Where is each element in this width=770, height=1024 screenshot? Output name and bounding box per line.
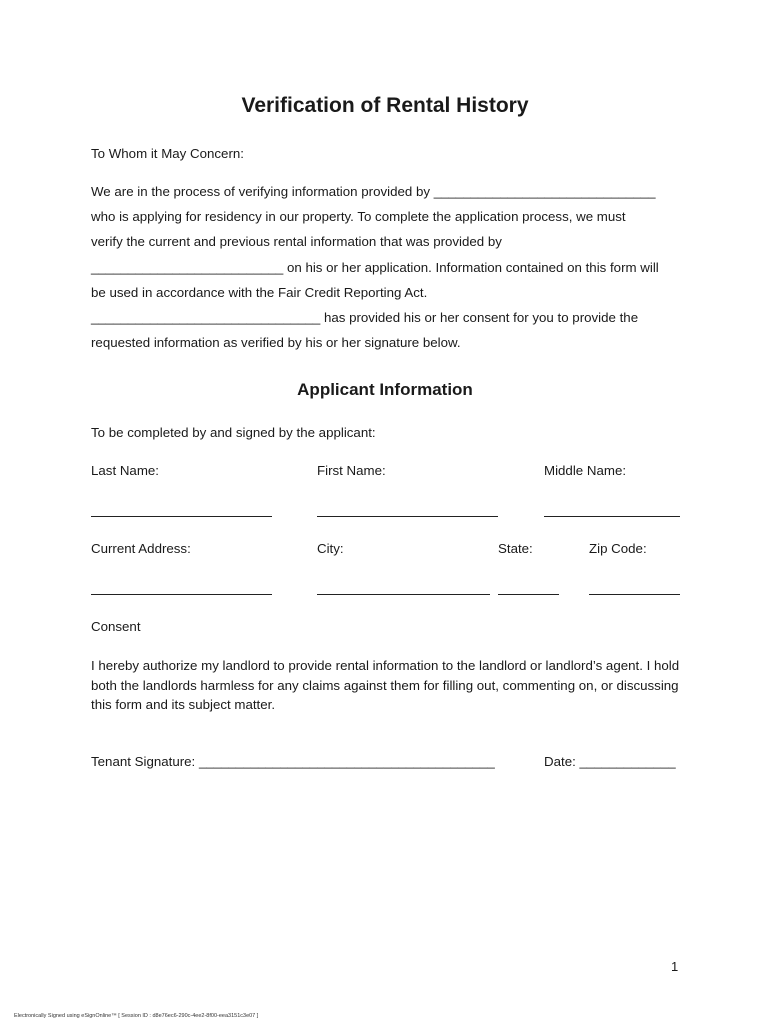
intro-line-1-text: We are in the process of verifying information provided by: [91, 184, 434, 199]
consenting-party-blank[interactable]: _______________________________: [91, 310, 321, 325]
middle-name-label: Middle Name:: [544, 463, 627, 478]
first-name-label: First Name:: [317, 463, 386, 478]
esign-footer: Electronically Signed using eSignOnline™ [ Session ID : d8e76ec6-290c-4ee2-8f00-eea3151c3e07 ]: [14, 1013, 259, 1019]
state-label: State:: [498, 541, 533, 556]
tenant-signature-field[interactable]: ________________________________________: [198, 754, 495, 769]
applicant-section-heading: Applicant Information: [297, 380, 473, 399]
intro-line-1: [91, 184, 656, 200]
city-field[interactable]: [317, 594, 490, 595]
page-number: 1: [671, 959, 679, 974]
applicant-instruction: To be completed by and signed by the applicant:: [91, 425, 376, 440]
last-name-field[interactable]: [91, 516, 272, 517]
date-field[interactable]: _____________: [579, 754, 676, 769]
intro-line-6-text: has provided his or her consent for you to provide the: [320, 310, 639, 325]
intro-line-6: [91, 310, 638, 326]
applicant-name-blank[interactable]: __________________________: [91, 260, 284, 275]
middle-name-field[interactable]: [544, 516, 680, 517]
intro-line-4: [91, 260, 659, 276]
city-label: City:: [317, 541, 344, 556]
current-address-field[interactable]: [91, 594, 272, 595]
tenant-signature-label: Tenant Signature:: [91, 754, 199, 769]
zip-code-field[interactable]: [589, 594, 680, 595]
provider-name-blank[interactable]: ______________________________: [433, 184, 656, 199]
state-field[interactable]: [498, 594, 559, 595]
intro-line-3: verify the current and previous rental information that was provided by: [91, 234, 502, 249]
intro-line-2: who is applying for residency in our property. To complete the application process, we must: [91, 209, 626, 224]
intro-line-7: requested information as verified by his or her signature below.: [91, 335, 461, 350]
first-name-field[interactable]: [317, 516, 498, 517]
intro-line-5: be used in accordance with the Fair Credit Reporting Act.: [91, 285, 428, 300]
consent-text: I hereby authorize my landlord to provide rental information to the landlord or landlord’s agent. I hold both the landlords harmless for any claims against them for filling out, commenting on, or discussing this form and its subject matter.: [91, 658, 680, 712]
date-row: [544, 754, 676, 770]
salutation: To Whom it May Concern:: [91, 146, 244, 161]
intro-line-4-text: on his or her application. Information contained on this form will: [283, 260, 659, 275]
tenant-signature-row: [91, 754, 495, 770]
current-address-label: Current Address:: [91, 541, 191, 556]
consent-heading: Consent: [91, 619, 141, 634]
last-name-label: Last Name:: [91, 463, 159, 478]
zip-code-label: Zip Code:: [589, 541, 647, 556]
document-title: Verification of Rental History: [241, 94, 529, 117]
date-label: Date:: [544, 754, 580, 769]
